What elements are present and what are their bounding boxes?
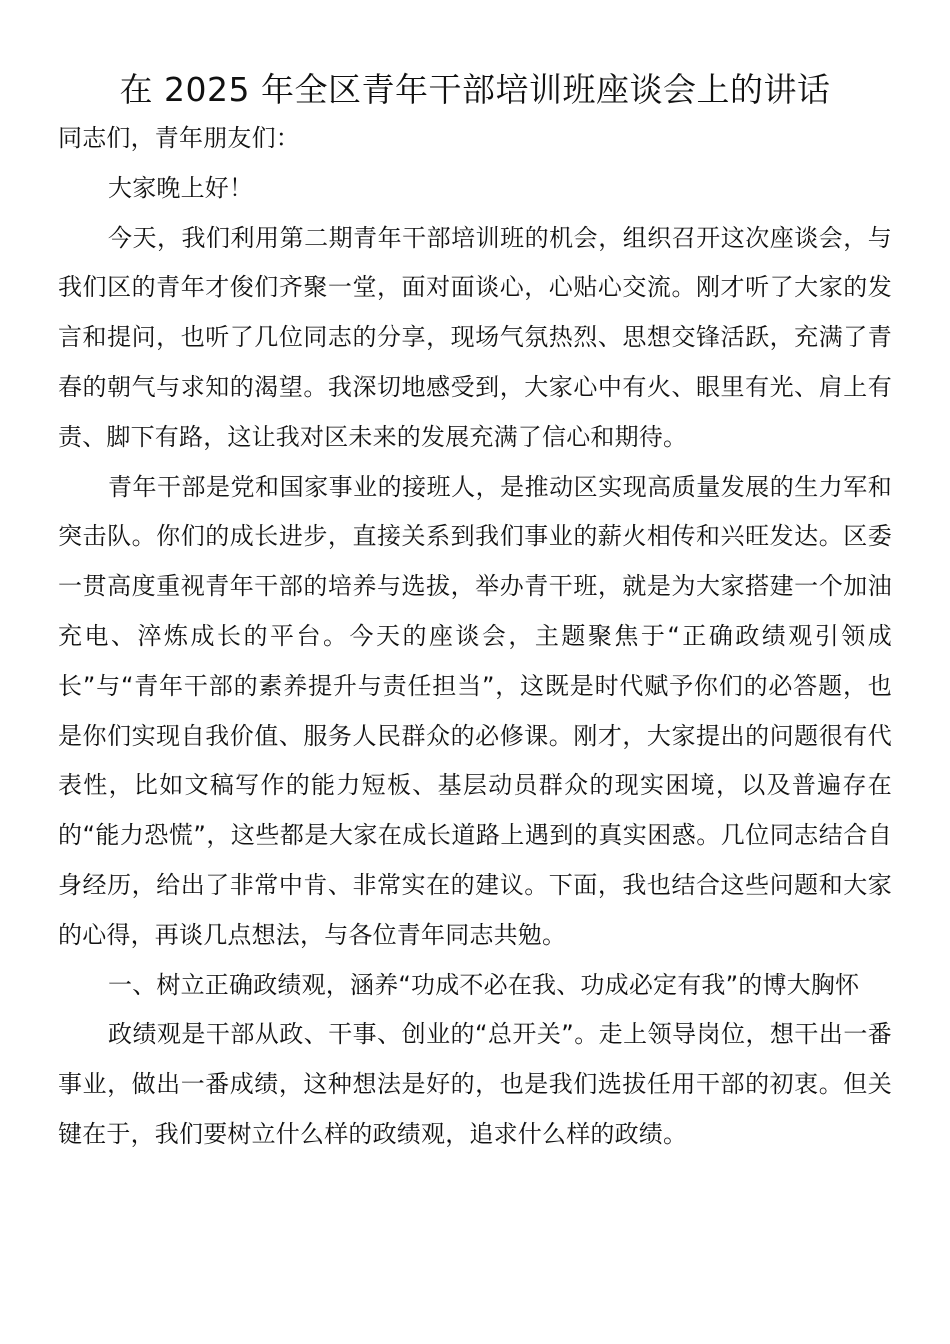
paragraph-2: 青年干部是党和国家事业的接班人，是推动区实现高质量发展的生力军和突击队。你们的成长进步，直接关系到我们事业的薪火相传和兴旺发达。区委一贯高度重视青年干部的培养与选拔，举办青干班，就是为大家搭建一个加油充电、淬炼成长的平台。今天的座谈会，主题聚焦于“正确政绩观引领成长”与“青年干部的素养提升与责任担当”，这既是时代赋予你们的必答题，也是你们实现自我价值、服务人民群众的必修课。刚才，大家提出的问题很有代表性，比如文稿写作的能力短板、基层动员群众的现实困境，以及普遍存在的“能力恐慌”，这些都是大家在成长道路上遇到的真实困惑。几位同志结合自身经历，给出了非常中肯、非常实在的建议。下面，我也结合这些问题和大家的心得，再谈几点想法，与各位青年同志共勉。 <box>58 472 892 949</box>
document-body <box>58 114 892 1160</box>
salutation: 同志们，青年朋友们： <box>58 124 300 152</box>
greeting: 大家晚上好！ <box>108 173 254 202</box>
document-title: 在 2025 年全区青年干部培训班座谈会上的讲话 <box>119 70 831 109</box>
section-paragraph: 政绩观是干部从政、干事、创业的“总开关”。走上领导岗位，想干出一番事业，做出一番成绩，这种想法是好的，也是我们选拔任用干部的初衷。但关键在于，我们要树立什么样的政绩观，追求什么样的政绩。 <box>58 1020 892 1148</box>
paragraph-1: 今天，我们利用第二期青年干部培训班的机会，组织召开这次座谈会，与我们区的青年才俊们齐聚一堂，面对面谈心，心贴心交流。刚才听了大家的发言和提问，也听了几位同志的分享，现场气氛热烈、思想交锋活跃，充满了青春的朝气与求知的渴望。我深切地感受到，大家心中有火、眼里有光、肩上有责、脚下有路，这让我对区未来的发展充满了信心和期待。 <box>58 223 892 451</box>
section-heading: 一、树立正确政绩观，涵养“功成不必在我、功成必定有我”的博大胸怀 <box>108 970 860 999</box>
